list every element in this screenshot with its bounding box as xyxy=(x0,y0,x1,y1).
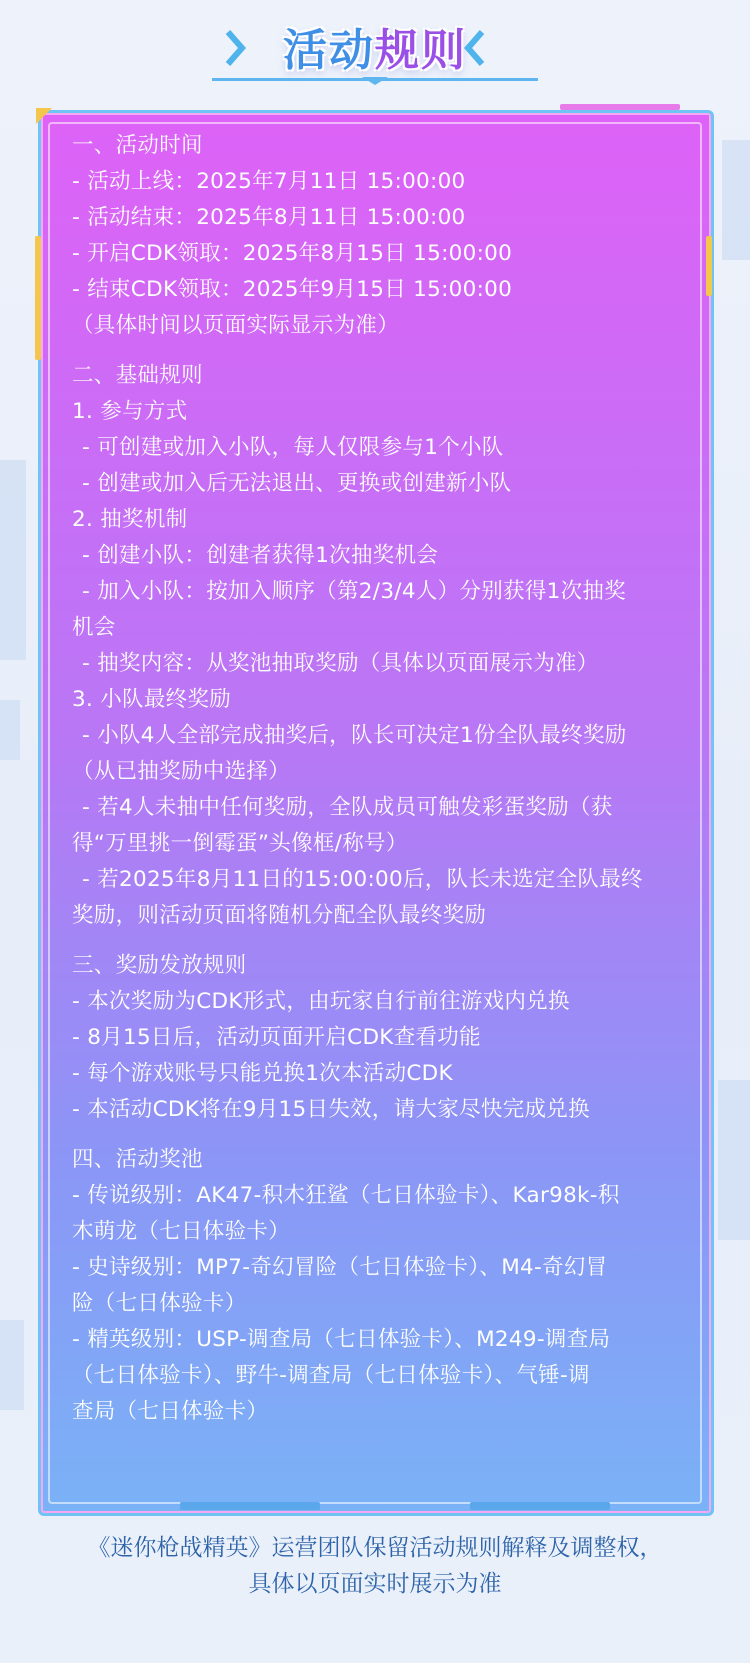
rule-line: - 抽奖内容：从奖池抽取奖励（具体以页面展示为准） xyxy=(82,651,599,676)
background-stripe xyxy=(0,1320,24,1410)
title-underline-notch xyxy=(362,77,388,85)
rule-line: （从已抽奖励中选择） xyxy=(72,759,291,784)
rule-line: 查局（七日体验卡） xyxy=(72,1399,269,1424)
rule-line: - 创建小队：创建者获得1次抽奖机会 xyxy=(82,543,439,568)
subsection-heading: 3. 小队最终奖励 xyxy=(72,687,232,712)
rule-line: （具体时间以页面实际显示为准） xyxy=(72,313,400,338)
rule-line: - 小队4人全部完成抽奖后，队长可决定1份全队最终奖励 xyxy=(82,723,627,748)
panel-bottom-tab xyxy=(470,1502,610,1510)
background-stripe xyxy=(0,460,26,660)
footer-line: 具体以页面实时展示为准 xyxy=(248,1571,502,1597)
background-stripe xyxy=(722,140,750,260)
background-stripe xyxy=(718,1080,750,1240)
rule-line: - 活动结束：2025年8月11日 15:00:00 xyxy=(72,205,466,230)
footer-line: 《迷你枪战精英》运营团队保留活动规则解释及调整权， xyxy=(87,1535,663,1561)
title-part-2: 规则 xyxy=(375,25,467,76)
section-heading: 四、活动奖池 xyxy=(72,1147,203,1172)
page-title xyxy=(0,14,750,78)
rule-line: - 史诗级别：MP7-奇幻冒险（七日体验卡）、M4-奇幻冒 xyxy=(72,1255,608,1280)
rule-line: 奖励，则活动页面将随机分配全队最终奖励 xyxy=(72,903,487,928)
rule-line: - 若2025年8月11日的15:00:00后，队长未选定全队最终 xyxy=(82,867,643,892)
rule-line: 得“万里挑一倒霉蛋”头像框/称号） xyxy=(72,831,408,856)
rule-line: - 每个游戏账号只能兑换1次本活动CDK xyxy=(72,1061,453,1086)
rule-line: 木萌龙（七日体验卡） xyxy=(72,1219,291,1244)
rule-line: - 本次奖励为CDK形式，由玩家自行前往游戏内兑换 xyxy=(72,989,570,1014)
section-heading: 一、活动时间 xyxy=(72,133,203,158)
rule-line: - 传说级别：AK47-积木狂鲨（七日体验卡）、Kar98k-积 xyxy=(72,1183,620,1208)
rule-line: - 精英级别：USP-调查局（七日体验卡）、M249-调查局 xyxy=(72,1327,611,1352)
page-header xyxy=(0,0,750,100)
rule-line: - 若4人未抽中任何奖励，全队成员可触发彩蛋奖励（获 xyxy=(82,795,613,820)
title-part-1: 活动 xyxy=(283,25,375,76)
rule-line: - 结束CDK领取：2025年9月15日 15:00:00 xyxy=(72,277,513,302)
rule-line: - 可创建或加入小队，每人仅限参与1个小队 xyxy=(82,435,504,460)
panel-bottom-tab xyxy=(180,1502,320,1510)
rule-line: - 开启CDK领取：2025年8月15日 15:00:00 xyxy=(72,241,513,266)
background-stripe xyxy=(0,700,20,760)
rules-content xyxy=(72,128,697,1430)
section-heading: 三、奖励发放规则 xyxy=(72,953,247,978)
rule-line: - 本活动CDK将在9月15日失效，请大家尽快完成兑换 xyxy=(72,1097,590,1122)
rule-line: 机会 xyxy=(72,615,116,640)
subsection-heading: 1. 参与方式 xyxy=(72,399,188,424)
rule-line: 险（七日体验卡） xyxy=(72,1291,247,1316)
footer-disclaimer xyxy=(0,1530,750,1602)
subsection-heading: 2. 抽奖机制 xyxy=(72,507,188,532)
section-heading: 二、基础规则 xyxy=(72,363,203,388)
rule-line: - 活动上线：2025年7月11日 15:00:00 xyxy=(72,169,466,194)
panel-side-tab-left xyxy=(35,236,41,360)
panel-side-tab-right xyxy=(706,236,712,296)
rule-line: - 8月15日后，活动页面开启CDK查看功能 xyxy=(72,1025,481,1050)
rule-line: - 创建或加入后无法退出、更换或创建新小队 xyxy=(82,471,512,496)
rule-line: （七日体验卡）、野牛-调查局（七日体验卡）、气锤-调 xyxy=(72,1363,590,1388)
rule-line: - 加入小队：按加入顺序（第2/3/4人）分别获得1次抽奖 xyxy=(82,579,626,604)
